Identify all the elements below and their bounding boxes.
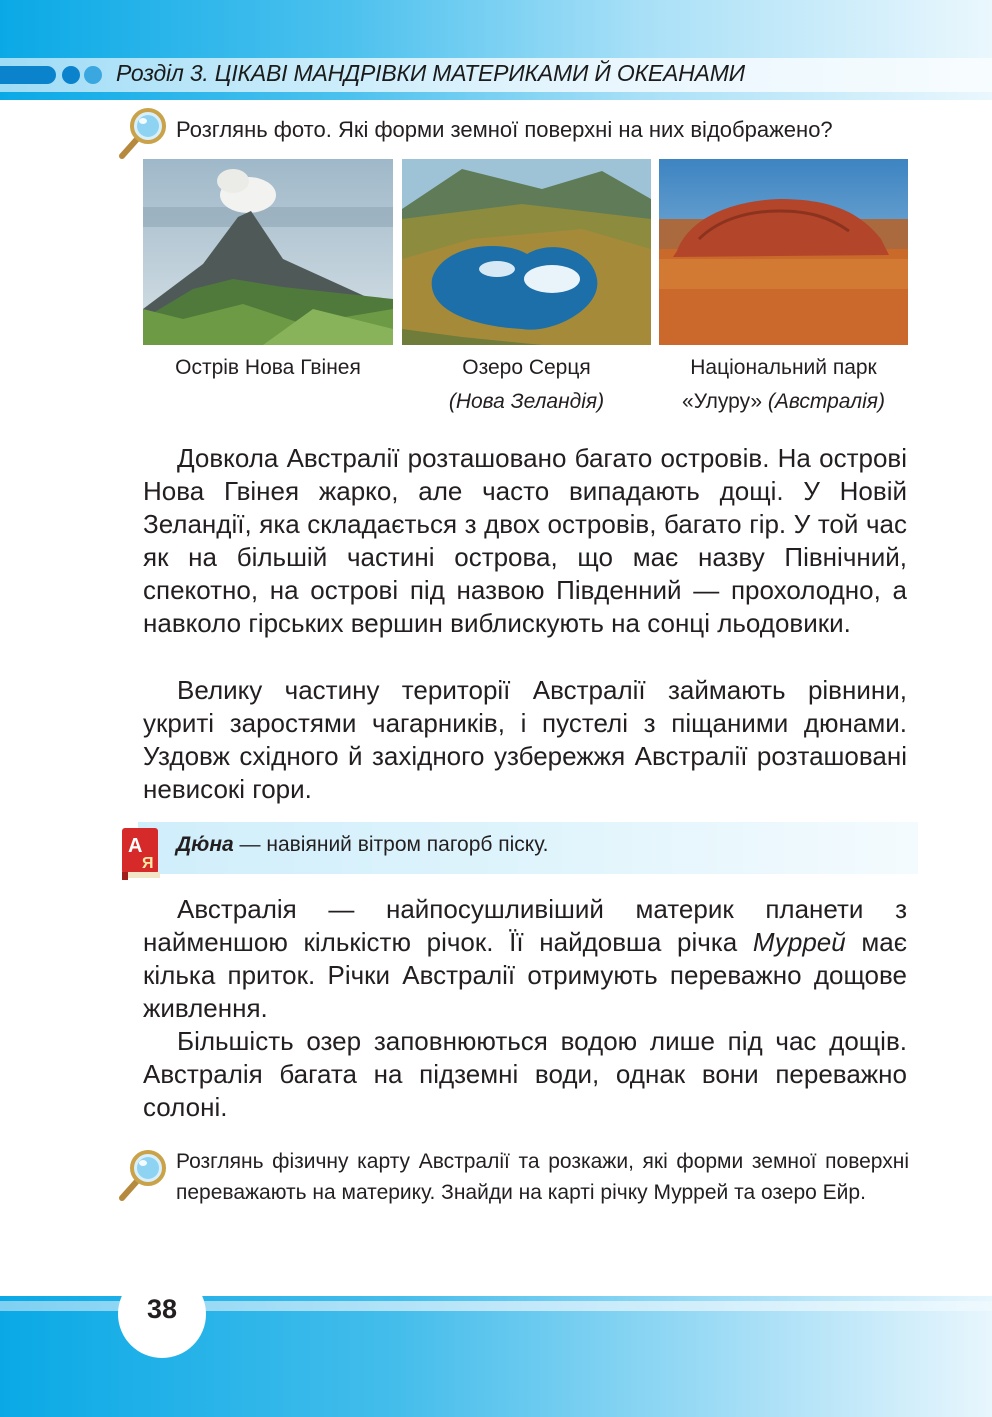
dictionary-book-icon bbox=[118, 822, 164, 880]
book-letter: Я bbox=[142, 855, 154, 872]
caption-uluru bbox=[659, 351, 908, 419]
caption-line: Національний парк bbox=[690, 356, 877, 379]
caption-uluru-name: «Улуру» bbox=[682, 390, 768, 413]
paragraph-part: Австралія — найпосушливіший материк планети з найменшою кількістю річок. Її найдовша річка bbox=[143, 894, 907, 957]
caption-uluru-country: (Австралія) bbox=[767, 390, 885, 413]
header-dot bbox=[62, 66, 80, 84]
paragraph bbox=[143, 893, 907, 1025]
header-dot bbox=[84, 66, 102, 84]
caption-heart-lake bbox=[402, 351, 651, 419]
caption-line: Озеро Серця bbox=[462, 356, 591, 379]
paragraph-part: має кілька приток. Річки Австралії отримують переважно дощове живлення. bbox=[143, 927, 907, 1023]
caption-line: (Нова Зеландія) bbox=[448, 390, 605, 413]
magnifier-icon bbox=[112, 104, 168, 164]
definition-term: Дю́на bbox=[176, 833, 234, 856]
page-number: 38 bbox=[146, 1294, 178, 1324]
task-question: Розглянь фото. Які форми земної поверхні на них відображено? bbox=[176, 117, 833, 142]
book-letter: А bbox=[128, 835, 143, 857]
header-bar bbox=[0, 66, 56, 84]
paragraph: Довкола Австралії розташовано багато островів. На острові Нова Гвінея жарко, але часто випадають дощі. У Новій Зеландії, яка складається з двох островів, багато гір. У той час як на більшій частині острова, що має назву Північний, спекотно, на острові під назвою Південний — прохолодно, а навколо гірських вершин виблискують на сонці льодовики. bbox=[143, 443, 907, 638]
caption-new-guinea bbox=[143, 351, 393, 385]
paragraph: Велику частину території Австралії займають рівнини, укриті заростями чагарників, і пустелі з піщаними дюнами. Уздовж східного й західного узбережжя Австралії розташовані невисокі гори. bbox=[143, 675, 907, 804]
section-title: Розділ 3. ЦІКАВІ МАНДРІВКИ МАТЕРИКАМИ Й ОКЕАНАМИ bbox=[116, 60, 745, 86]
definition-body: — навіяний вітром пагорб піску. bbox=[233, 833, 549, 856]
photo-heart-lake bbox=[402, 159, 651, 345]
caption-line: Острів Нова Гвінея bbox=[175, 356, 361, 379]
magnifier-icon bbox=[112, 1146, 168, 1206]
paragraph: Більшість озер заповнюються водою лише під час дощів. Австралія багата на підземні води, однак вони переважно солоні. bbox=[143, 1026, 907, 1122]
photo-new-guinea bbox=[143, 159, 393, 345]
photo-uluru bbox=[659, 159, 908, 345]
task-instruction: Розглянь фізичну карту Австралії та розкажи, які форми земної поверхні переважають на материку. Знайди на карті річку Муррей та озеро Ейр. bbox=[176, 1150, 909, 1204]
definition-text bbox=[176, 833, 548, 857]
river-name: Муррей bbox=[752, 927, 846, 957]
caption-line bbox=[659, 385, 908, 419]
